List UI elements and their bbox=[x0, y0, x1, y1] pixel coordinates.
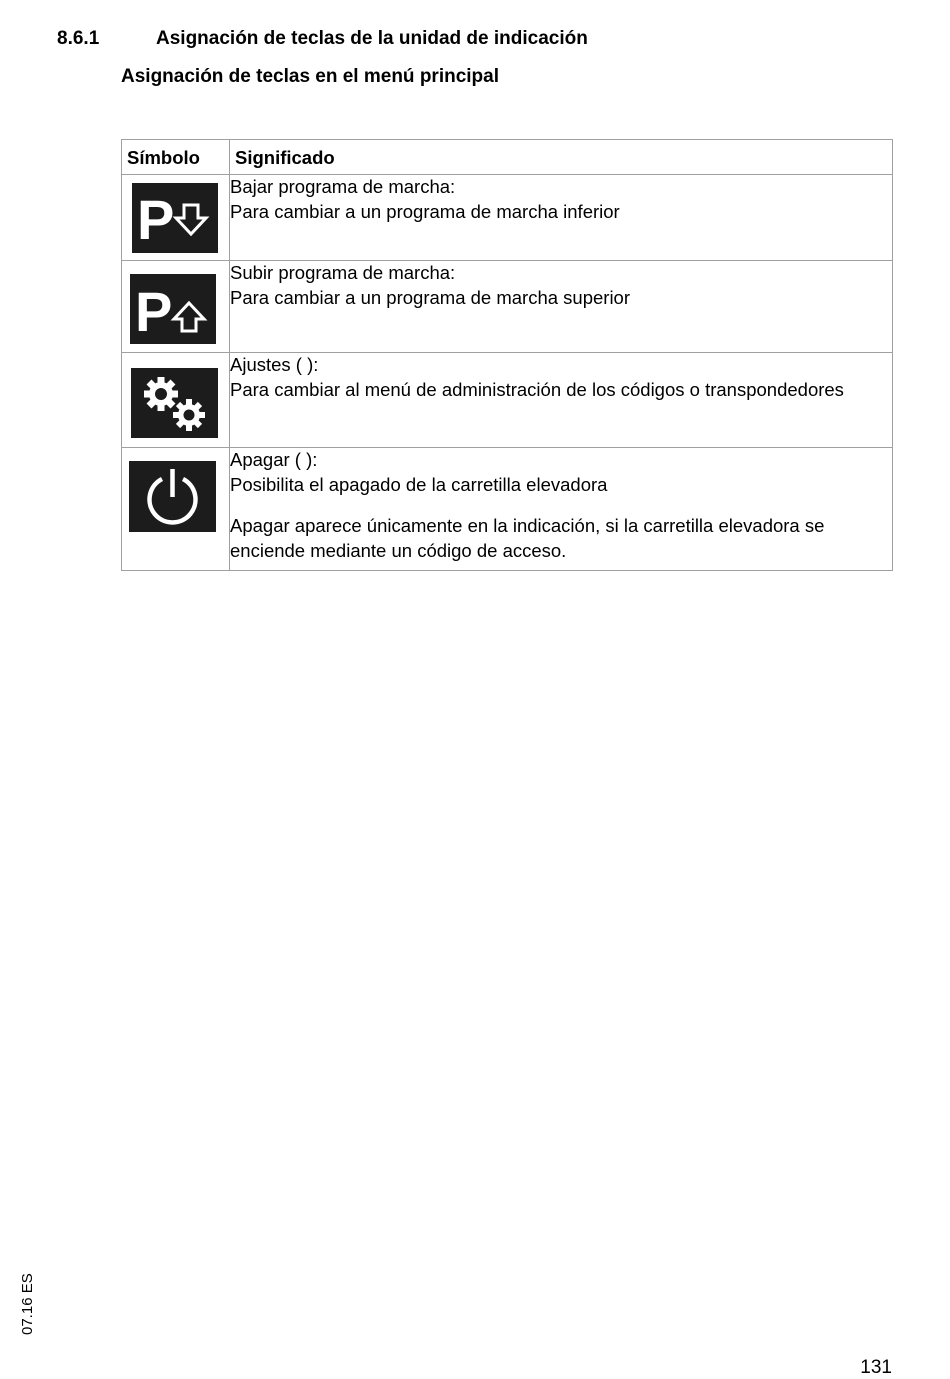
key-assignment-table bbox=[121, 139, 893, 571]
meaning-cell bbox=[230, 448, 893, 571]
power-icon bbox=[129, 461, 216, 532]
symbol-cell bbox=[122, 353, 230, 448]
table-header-row bbox=[122, 140, 893, 175]
table-row bbox=[122, 175, 893, 261]
meaning-cell bbox=[230, 353, 893, 448]
date-code: 07.16 ES bbox=[19, 1273, 36, 1335]
gears-icon bbox=[131, 368, 218, 438]
row-description: Posibilita el apagado de la carretilla elevadora bbox=[230, 473, 608, 495]
subheading: Asignación de teclas en el menú principal bbox=[121, 66, 499, 87]
symbol-cell bbox=[122, 261, 230, 353]
table-row bbox=[122, 353, 893, 448]
row-description: Para cambiar a un programa de marcha superior bbox=[230, 286, 630, 308]
row-title: Ajustes ( ): bbox=[230, 354, 319, 375]
header-meaning: Significado bbox=[230, 140, 893, 175]
table-row bbox=[122, 448, 893, 571]
p-down-icon bbox=[132, 183, 218, 253]
symbol-cell bbox=[122, 175, 230, 261]
row-title: Subir programa de marcha: bbox=[230, 262, 456, 283]
header-symbol: Símbolo bbox=[122, 140, 230, 175]
row-title: Bajar programa de marcha: bbox=[230, 176, 456, 197]
meaning-cell bbox=[230, 261, 893, 353]
meaning-cell bbox=[230, 175, 893, 261]
table-row bbox=[122, 261, 893, 353]
row-note: Apagar aparece únicamente en la indicación, si la carretilla elevadora se enciende mediante un código de acceso. bbox=[230, 515, 825, 561]
symbol-cell bbox=[122, 448, 230, 571]
row-description: Para cambiar a un programa de marcha inferior bbox=[230, 200, 620, 222]
section-title: Asignación de teclas de la unidad de indicación bbox=[156, 28, 588, 49]
p-up-icon bbox=[130, 274, 216, 344]
svg-text:P: P bbox=[137, 188, 175, 251]
row-title: Apagar ( ): bbox=[230, 449, 318, 470]
row-description: Para cambiar al menú de administración de los códigos o transpondedores bbox=[230, 378, 844, 400]
page-number: 131 bbox=[860, 1357, 892, 1378]
svg-text:P: P bbox=[135, 280, 173, 343]
section-number: 8.6.1 bbox=[57, 28, 100, 49]
